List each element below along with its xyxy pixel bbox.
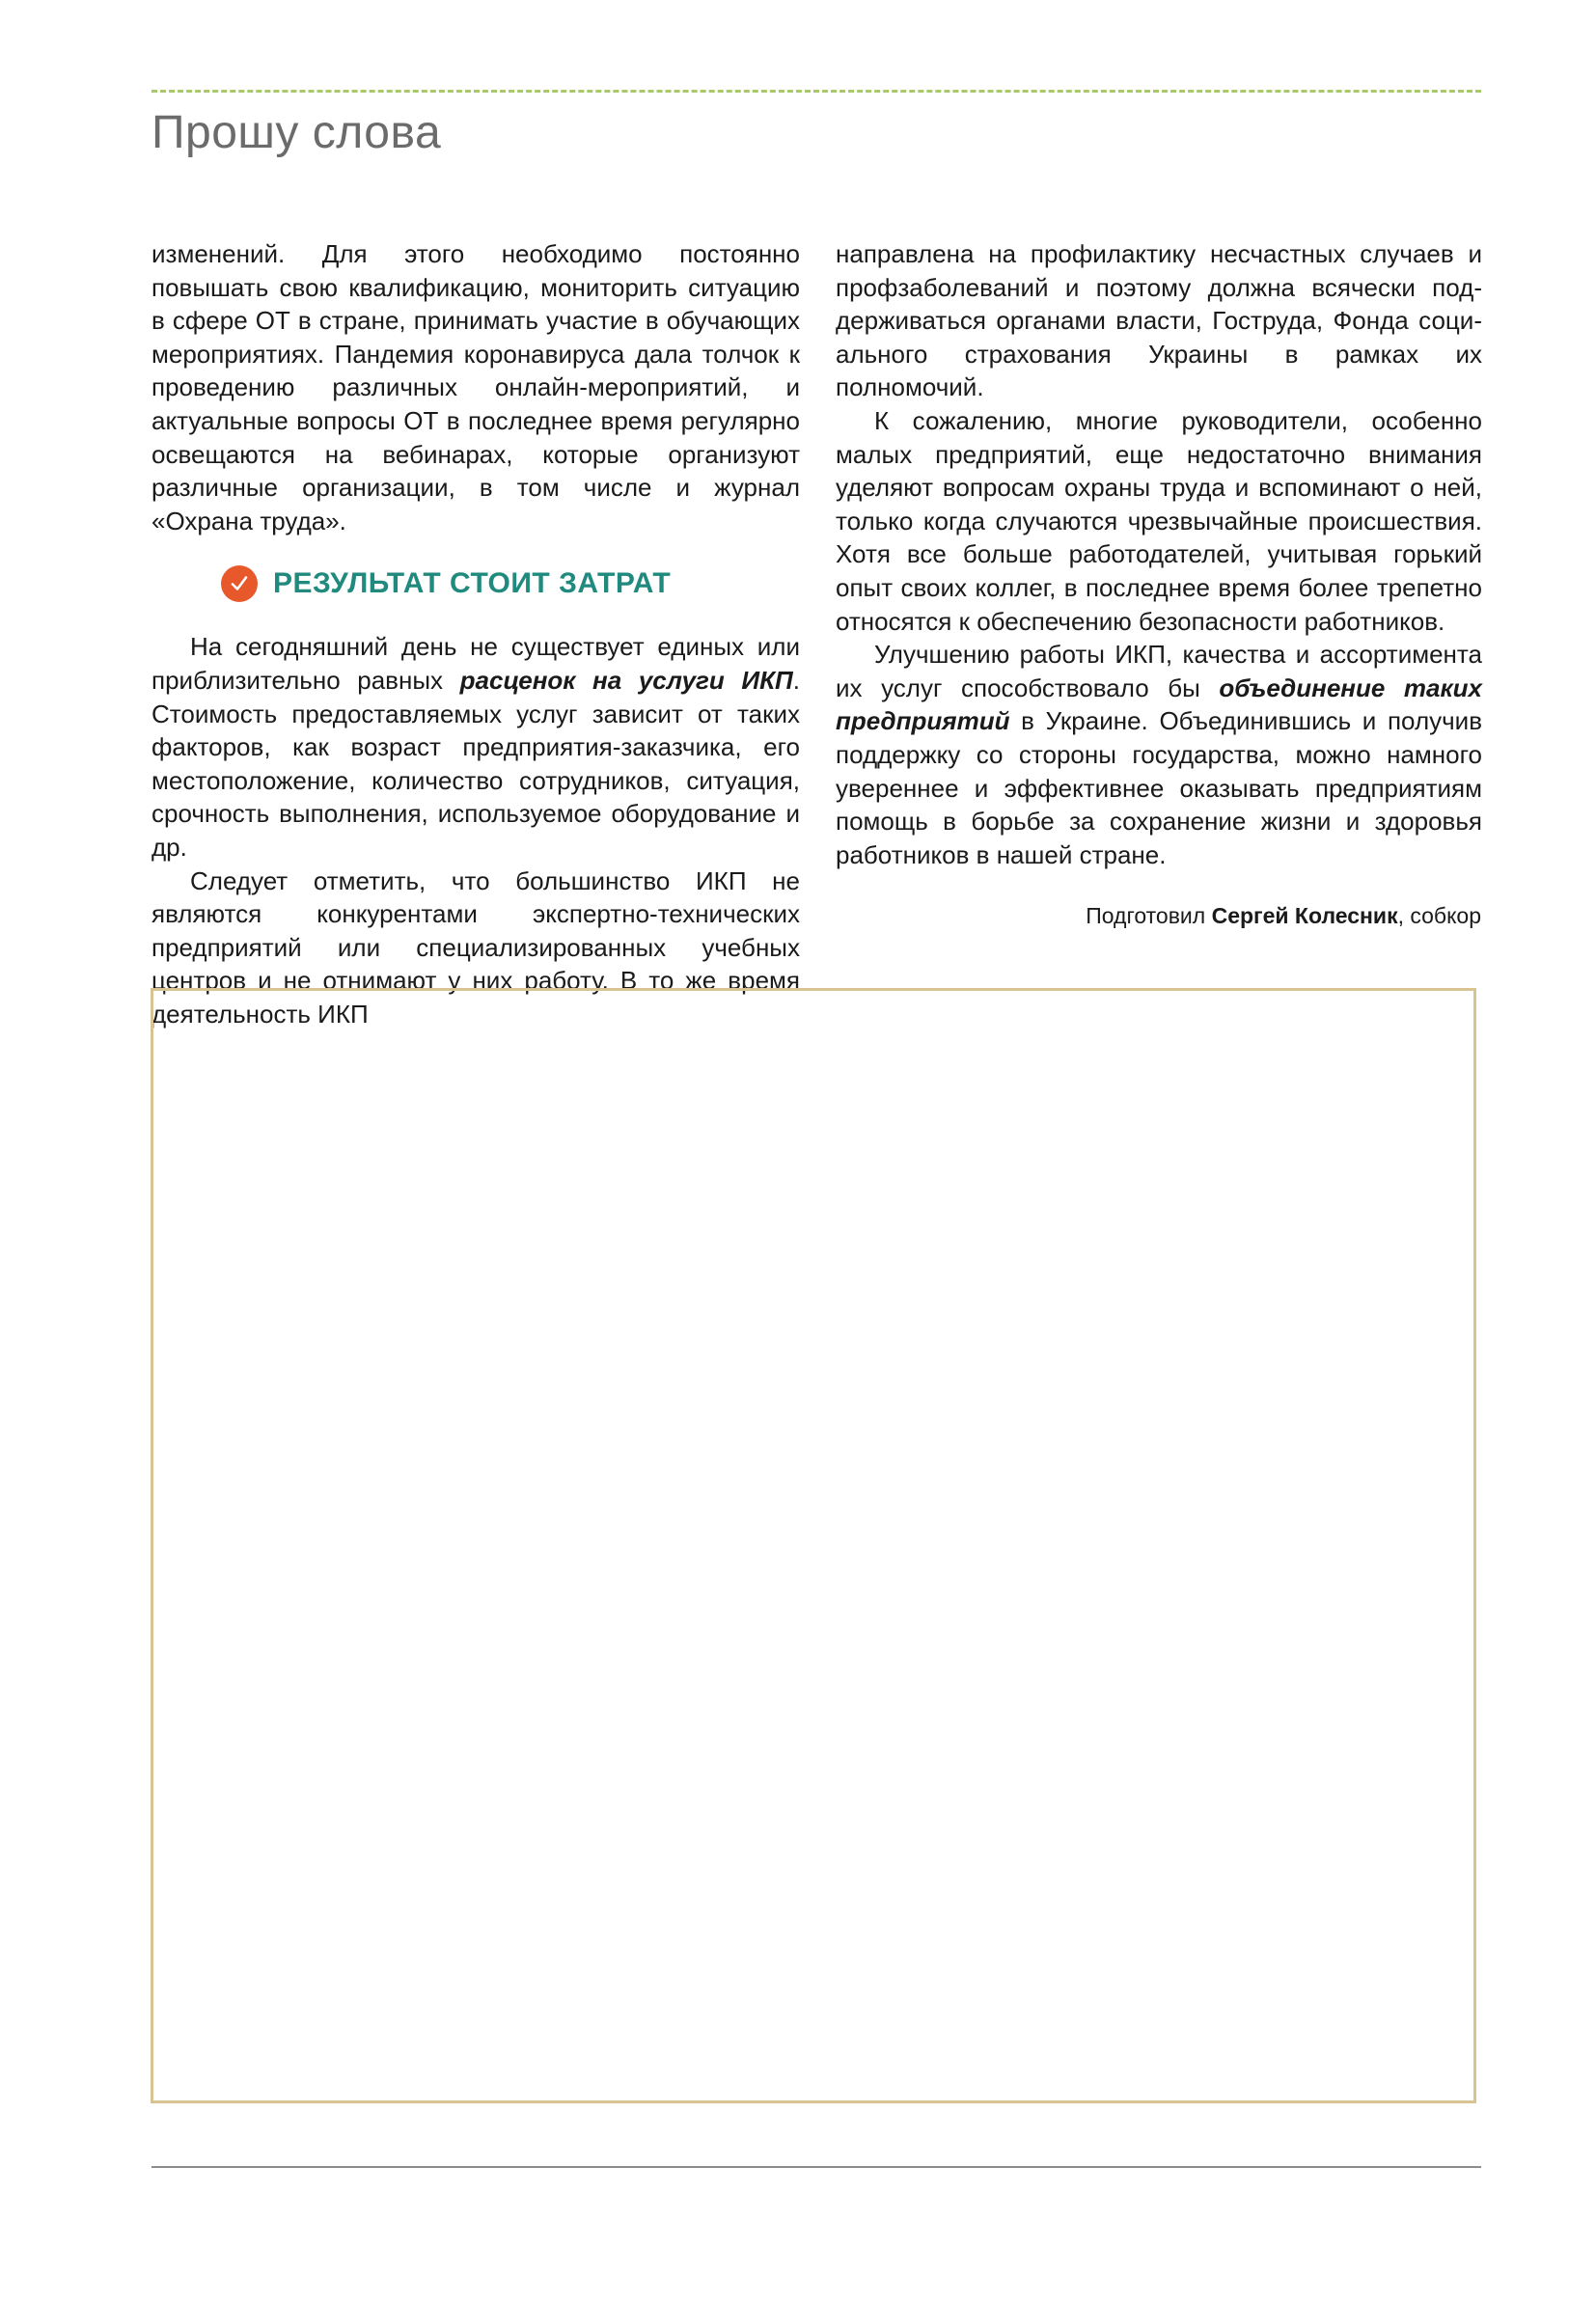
- subheading-text: РЕЗУЛЬТАТ СТОИТ ЗАТРАТ: [273, 567, 672, 600]
- right-column: [836, 237, 1482, 871]
- byline-author: Сергей Колесник: [1211, 903, 1398, 928]
- header-dashed-rule: [151, 90, 1481, 93]
- left-paragraph-1: изменений. Для этого необходимо постоянно повышать свою квалификацию, мониторить ситуацию в сфере ОТ в стране, принимать участие в обучающих мероприятиях. Пандемия коронавируса дала толчок к проведению различных онлайн-мероприятий, и актуальные вопросы ОТ в последнее время регулярно освещаются на вебинарах, которые организуют различные организации, в том числе и журнал «Охрана труда».: [151, 239, 800, 535]
- check-circle-icon: [221, 565, 258, 602]
- empty-ad-frame: [151, 988, 1476, 2103]
- left-paragraph-2-start: На сегодняшний день не существует единых или приблизительно равных: [151, 632, 800, 695]
- section-title: Прошу слова: [151, 107, 442, 158]
- right-paragraph-3-end: в Украине. Объединившись и получив поддержку со стороны государства, можно намного увереннее и эффективнее оказывать предприятиям помощь в борьбе за сохранение жизни и здоровья работников в нашей стране.: [836, 706, 1482, 869]
- left-paragraph-2: [151, 630, 800, 864]
- byline-suffix: , собкор: [1397, 903, 1481, 928]
- left-paragraph-3: Следует отметить, что большинство ИКП не являются конкурентами экспертно-технических предприятий или специализированных учебных центров и не отнимают у них работу. В то же время деятельность ИКП: [151, 865, 800, 1029]
- right-paragraph-2: К сожалению, многие руководители, особенно малых предприятий, еще недостаточно внимания уделяют вопросам охраны труда и вспоминают о ней, только когда случаются чрезвычайные происшествия. Хотя все больше работодателей, учитывая горький опыт своих коллег, в последнее время более трепетно относятся к обеспечению безопасности работников.: [836, 405, 1482, 636]
- right-paragraph-3-emphasis: объединение таких предприятий: [836, 672, 1482, 736]
- byline-prefix: Подготовил: [1086, 903, 1212, 928]
- byline: [1086, 903, 1481, 929]
- left-paragraph-2-emphasis: расценок на услуги ИКП: [459, 665, 793, 695]
- footer-rule: [151, 2166, 1481, 2168]
- left-column: [151, 237, 800, 1030]
- right-paragraph-3: [836, 638, 1482, 871]
- left-paragraph-2-end: . Стоимость предоставляемых услуг зависит от таких факторов, как возраст предприятия-заказчика, его местоположение, количество сотрудников, ситуация, срочность выполнения, используемое оборудование и др.: [151, 665, 800, 862]
- right-paragraph-3-start: Улучшению работы ИКП, качества и ассортимента их услуг способствовало бы: [836, 640, 1482, 702]
- right-paragraph-1: направлена на профилактику несчастных случаев и профзаболеваний и поэтому должна всячески поддерживаться органами власти, Гоструда, Фонда социального страхования Украины в рамках их полномочий.: [836, 239, 1482, 402]
- subheading: [221, 564, 800, 603]
